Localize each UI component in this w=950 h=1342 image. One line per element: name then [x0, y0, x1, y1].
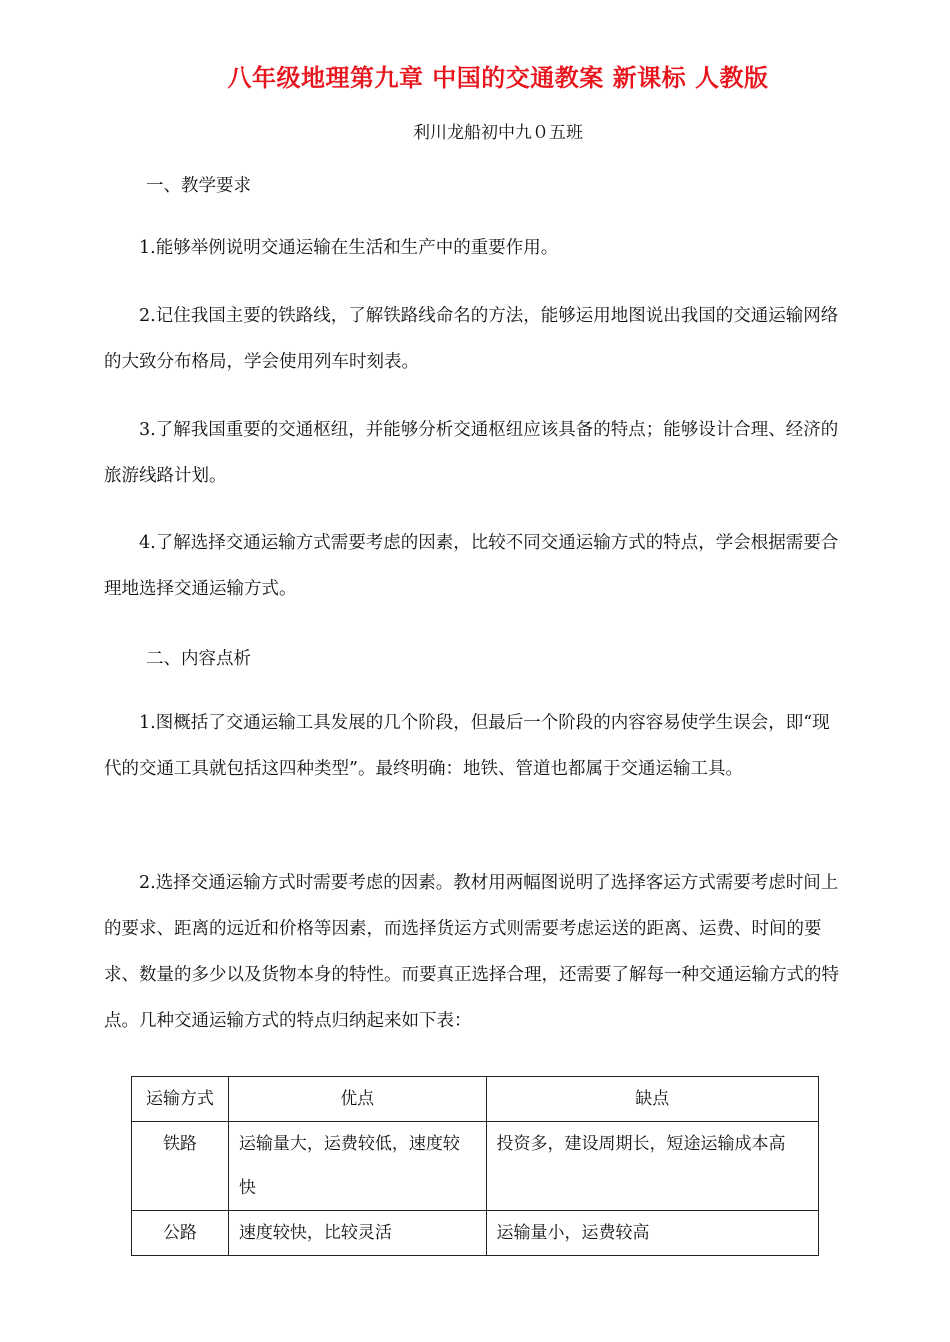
requirement-item-4: 4.了解选择交通运输方式需要考虑的因素，比较不同交通运输方式的特点，学会根据需要合理地选择交通运输方式。: [104, 533, 839, 599]
analysis-item-1: 1.图概括了交通运输工具发展的几个阶段，但最后一个阶段的内容容易使学生误会，即“现代的交通工具就包括这四种类型”。最终明确：地铁、管道也都属于交通运输工具。: [104, 713, 830, 779]
header-transport-mode: 运输方式: [132, 1077, 229, 1122]
table-header-row: [132, 1077, 819, 1122]
cell-disadvantages: 投资多，建设周期长，短途运输成本高: [486, 1122, 819, 1211]
document-title: 八年级地理第九章 中国的交通教案 新课标 人教版: [227, 64, 769, 92]
requirement-item-1: 1.能够举例说明交通运输在生活和生产中的重要作用。: [139, 238, 559, 258]
section-heading-content-analysis: 二、内容点析: [146, 649, 251, 669]
header-advantages: 优点: [228, 1077, 486, 1122]
transport-comparison-table: [131, 1076, 819, 1256]
requirement-item-2: 2.记住我国主要的铁路线，了解铁路线命名的方法，能够运用地图说出我国的交通运输网络的大致分布格局，学会使用列车时刻表。: [104, 306, 839, 372]
requirement-item-3: 3.了解我国重要的交通枢纽，并能够分析交通枢纽应该具备的特点；能够设计合理、经济的旅游线路计划。: [104, 420, 839, 486]
cell-advantages: 速度较快，比较灵活: [228, 1211, 486, 1256]
cell-mode: 铁路: [132, 1122, 229, 1211]
table-row: [132, 1211, 819, 1256]
table-row: [132, 1122, 819, 1211]
cell-disadvantages: 运输量小，运费较高: [486, 1211, 819, 1256]
cell-advantages: 运输量大，运费较低，速度较快: [228, 1122, 486, 1211]
section-heading-teaching-requirements: 一、教学要求: [146, 176, 251, 196]
header-disadvantages: 缺点: [486, 1077, 819, 1122]
document-subtitle: 利川龙船初中九０五班: [413, 123, 583, 143]
cell-mode: 公路: [132, 1211, 229, 1256]
analysis-item-2: 2.选择交通运输方式时需要考虑的因素。教材用两幅图说明了选择客运方式需要考虑时间上的要求、距离的远近和价格等因素，而选择货运方式则需要考虑运送的距离、运费、时间的要求、数量的多少以及货物本身的特性。而要真正选择合理，还需要了解每一种交通运输方式的特点。几种交通运输方式的特点归纳起来如下表：: [104, 873, 839, 1031]
